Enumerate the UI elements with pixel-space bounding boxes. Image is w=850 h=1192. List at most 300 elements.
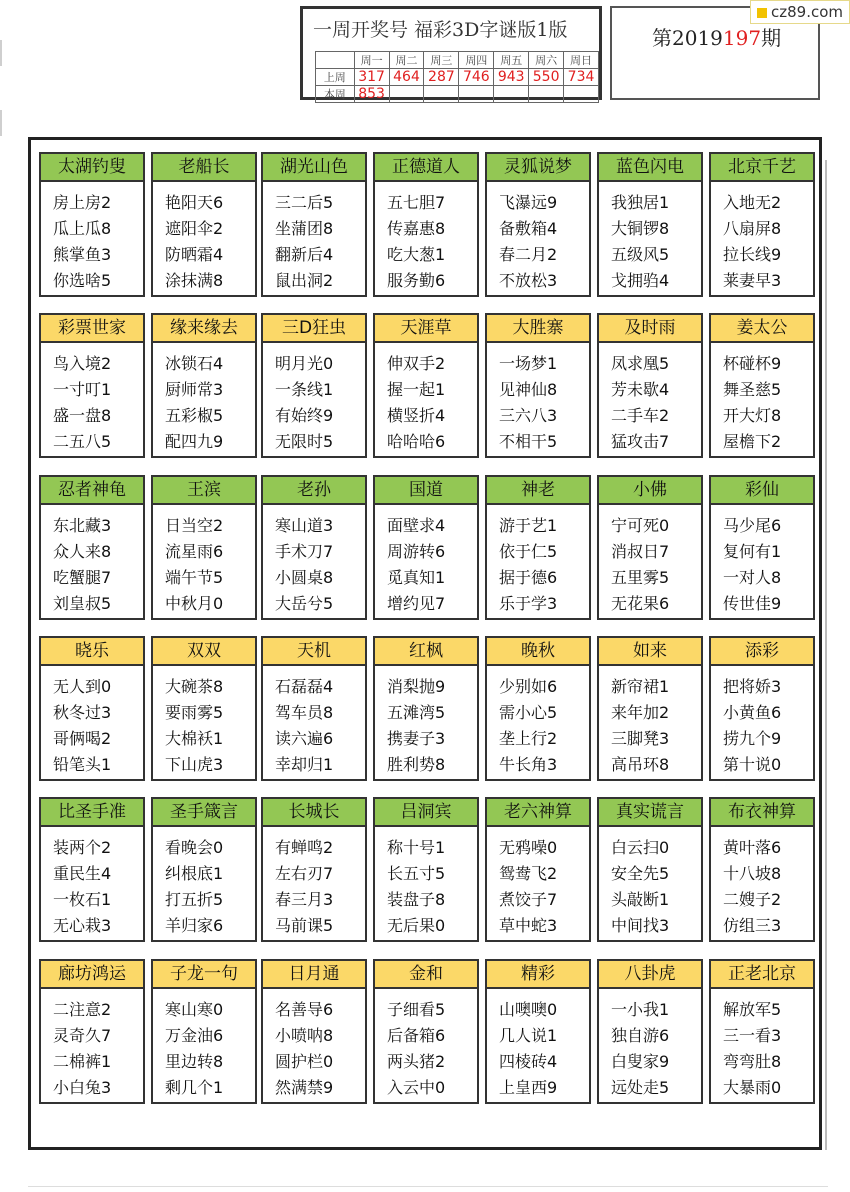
puzzle-card — [39, 152, 145, 297]
puzzle-line: 舞圣慈5 — [723, 380, 782, 399]
day-header: 周日 — [564, 52, 599, 69]
puzzle-line: 明月光0 — [275, 354, 334, 373]
puzzle-line: 打五折5 — [165, 890, 224, 909]
puzzle-lines — [711, 182, 813, 294]
puzzle-author: 正老北京 — [711, 961, 813, 989]
puzzle-card — [597, 797, 703, 942]
puzzle-line: 纠根底1 — [165, 864, 224, 883]
puzzle-line: 三二后5 — [275, 193, 334, 212]
divider — [28, 1186, 828, 1187]
puzzle-card — [597, 475, 703, 620]
puzzle-card — [485, 636, 591, 781]
puzzle-line: 无鸦噪0 — [499, 838, 558, 857]
puzzle-line: 备敷箱4 — [499, 219, 558, 238]
puzzle-line: 来年加2 — [611, 703, 670, 722]
puzzle-author: 长城长 — [263, 799, 365, 827]
puzzle-line: 三六八3 — [499, 406, 558, 425]
puzzle-lines — [41, 182, 143, 294]
draw-number: 746 — [459, 69, 494, 86]
puzzle-line: 小圆桌8 — [275, 568, 334, 587]
puzzle-line: 无心栽3 — [53, 916, 112, 935]
puzzle-author: 忍者神龟 — [41, 477, 143, 505]
puzzle-line: 几人说1 — [499, 1026, 558, 1045]
puzzle-line: 鼠出洞2 — [275, 271, 334, 290]
issue-prefix: 第2019 — [652, 26, 723, 50]
puzzle-line: 头敲断1 — [611, 890, 670, 909]
puzzle-author: 老船长 — [153, 154, 255, 182]
puzzle-line: 小黄鱼6 — [723, 703, 782, 722]
puzzle-card — [597, 959, 703, 1104]
puzzle-card — [373, 636, 479, 781]
puzzle-line: 五级风5 — [611, 245, 670, 264]
draw-number: 550 — [529, 69, 564, 86]
puzzle-line: 山噢噢0 — [499, 1000, 558, 1019]
puzzle-line: 消梨抛9 — [387, 677, 446, 696]
puzzle-line: 二嫂子2 — [723, 890, 782, 909]
puzzle-lines — [153, 989, 255, 1101]
puzzle-card — [373, 313, 479, 458]
puzzle-line: 大碗茶8 — [165, 677, 224, 696]
puzzle-line: 鸳鸯飞2 — [499, 864, 558, 883]
puzzle-line: 下山虎3 — [165, 755, 224, 774]
puzzle-lines — [375, 182, 477, 294]
puzzle-line: 艳阳天6 — [165, 193, 224, 212]
puzzle-line: 遮阳伞2 — [165, 219, 224, 238]
puzzle-line: 中间找3 — [611, 916, 670, 935]
puzzle-author: 精彩 — [487, 961, 589, 989]
puzzle-card — [709, 636, 815, 781]
this-week-row — [316, 86, 599, 103]
puzzle-card — [151, 475, 257, 620]
puzzle-line: 冰锁石4 — [165, 354, 224, 373]
puzzle-line: 传嘉惠8 — [387, 219, 446, 238]
puzzle-line: 长五寸5 — [387, 864, 446, 883]
puzzle-line: 名善导6 — [275, 1000, 334, 1019]
puzzle-line: 配四九9 — [165, 432, 224, 451]
puzzle-author: 圣手箴言 — [153, 799, 255, 827]
puzzle-line: 瓜上瓜8 — [53, 219, 112, 238]
puzzle-author: 彩仙 — [711, 477, 813, 505]
draw-number — [389, 86, 424, 103]
puzzle-author: 灵狐说梦 — [487, 154, 589, 182]
puzzle-line: 白云扫0 — [611, 838, 670, 857]
puzzle-lines — [487, 989, 589, 1101]
puzzle-line: 横竖折4 — [387, 406, 446, 425]
puzzle-line: 然满禁9 — [275, 1078, 334, 1097]
puzzle-line: 手术刀7 — [275, 542, 334, 561]
draw-number: 317 — [354, 69, 389, 86]
puzzle-line: 煮饺子7 — [499, 890, 558, 909]
puzzle-line: 二棉裤1 — [53, 1052, 112, 1071]
puzzle-card — [485, 313, 591, 458]
puzzle-line: 依于仁5 — [499, 542, 558, 561]
puzzle-lines — [263, 666, 365, 778]
puzzle-line: 杯碰杯9 — [723, 354, 782, 373]
draw-number: 287 — [424, 69, 459, 86]
weekly-results-table — [315, 51, 599, 103]
draw-number: 943 — [494, 69, 529, 86]
puzzle-card — [485, 797, 591, 942]
puzzle-line: 远处走5 — [611, 1078, 670, 1097]
puzzle-line: 握一起1 — [387, 380, 446, 399]
puzzle-line: 看晚会0 — [165, 838, 224, 857]
puzzle-line: 捞九个9 — [723, 729, 782, 748]
puzzle-line: 五滩湾5 — [387, 703, 446, 722]
puzzle-line: 传世佳9 — [723, 594, 782, 613]
puzzle-lines — [711, 989, 813, 1101]
puzzle-lines — [41, 989, 143, 1101]
margin-tick — [0, 110, 2, 136]
puzzle-line: 小喷呐8 — [275, 1026, 334, 1045]
issue-label — [652, 22, 781, 51]
puzzle-line: 不相干5 — [499, 432, 558, 451]
puzzle-card — [709, 959, 815, 1104]
puzzle-card — [261, 152, 367, 297]
puzzle-line: 大岳兮5 — [275, 594, 334, 613]
puzzle-lines — [599, 989, 701, 1101]
puzzle-author: 北京千艺 — [711, 154, 813, 182]
puzzle-lines — [599, 343, 701, 455]
puzzle-lines — [263, 989, 365, 1101]
puzzle-line: 马少尾6 — [723, 516, 782, 535]
puzzle-lines — [487, 505, 589, 617]
puzzle-lines — [375, 343, 477, 455]
puzzle-line: 飞瀑远9 — [499, 193, 558, 212]
puzzle-lines — [153, 666, 255, 778]
puzzle-line: 入地无2 — [723, 193, 782, 212]
puzzle-lines — [263, 505, 365, 617]
puzzle-line: 东北藏3 — [53, 516, 112, 535]
puzzle-lines — [263, 827, 365, 939]
puzzle-line: 乐于学3 — [499, 594, 558, 613]
puzzle-card — [709, 797, 815, 942]
puzzle-line: 五里雾5 — [611, 568, 670, 587]
puzzle-line: 装盘子8 — [387, 890, 446, 909]
puzzle-card — [373, 959, 479, 1104]
puzzle-line: 春三月3 — [275, 890, 334, 909]
puzzle-author: 太湖钓叟 — [41, 154, 143, 182]
puzzle-lines — [711, 505, 813, 617]
puzzle-line: 防晒霜4 — [165, 245, 224, 264]
puzzle-lines — [599, 827, 701, 939]
puzzle-author: 添彩 — [711, 638, 813, 666]
puzzle-line: 屋檐下2 — [723, 432, 782, 451]
puzzle-card — [151, 152, 257, 297]
puzzle-author: 真实谎言 — [599, 799, 701, 827]
puzzle-lines — [41, 505, 143, 617]
puzzle-line: 有始终9 — [275, 406, 334, 425]
puzzle-card — [39, 313, 145, 458]
draw-number: 853 — [354, 86, 389, 103]
puzzle-line: 游于艺1 — [499, 516, 558, 535]
puzzle-card — [373, 152, 479, 297]
puzzle-line: 弯弯肚8 — [723, 1052, 782, 1071]
puzzle-lines — [41, 666, 143, 778]
day-header: 周一 — [354, 52, 389, 69]
puzzle-lines — [153, 343, 255, 455]
puzzle-author: 老孙 — [263, 477, 365, 505]
puzzle-line: 无限时5 — [275, 432, 334, 451]
days-row — [316, 52, 599, 69]
puzzle-card — [261, 313, 367, 458]
puzzle-line: 羊归家6 — [165, 916, 224, 935]
puzzle-line: 房上房2 — [53, 193, 112, 212]
draw-number — [494, 86, 529, 103]
puzzle-line: 少别如6 — [499, 677, 558, 696]
brand-text: cz89.com — [771, 3, 844, 21]
puzzle-line: 一小我1 — [611, 1000, 670, 1019]
puzzle-line: 携妻子3 — [387, 729, 446, 748]
draw-number — [459, 86, 494, 103]
puzzle-author: 神老 — [487, 477, 589, 505]
puzzle-author: 及时雨 — [599, 315, 701, 343]
puzzle-line: 四棱砖4 — [499, 1052, 558, 1071]
weekly-results-box — [300, 6, 602, 100]
puzzle-card — [151, 797, 257, 942]
puzzle-line: 三一看3 — [723, 1026, 782, 1045]
puzzle-line: 仿组三3 — [723, 916, 782, 935]
puzzle-line: 流星雨6 — [165, 542, 224, 561]
puzzle-line: 宁可死0 — [611, 516, 670, 535]
puzzle-line: 开大灯8 — [723, 406, 782, 425]
puzzle-line: 胜利势8 — [387, 755, 446, 774]
day-header: 周三 — [424, 52, 459, 69]
puzzle-line: 消叔日7 — [611, 542, 670, 561]
puzzle-line: 新帘裙1 — [611, 677, 670, 696]
puzzle-line: 秋冬过3 — [53, 703, 112, 722]
puzzle-author: 彩票世家 — [41, 315, 143, 343]
puzzle-line: 无人到0 — [53, 677, 112, 696]
puzzle-lines — [153, 182, 255, 294]
puzzle-lines — [263, 343, 365, 455]
puzzle-author: 正德道人 — [375, 154, 477, 182]
puzzle-author: 国道 — [375, 477, 477, 505]
puzzle-line: 无后果0 — [387, 916, 446, 935]
puzzle-author: 天涯草 — [375, 315, 477, 343]
puzzle-lines — [599, 505, 701, 617]
puzzle-line: 独自游6 — [611, 1026, 670, 1045]
draw-number — [529, 86, 564, 103]
puzzle-card — [373, 475, 479, 620]
puzzle-author: 缘来缘去 — [153, 315, 255, 343]
puzzle-line: 一寸叮1 — [53, 380, 112, 399]
puzzle-author: 湖光山色 — [263, 154, 365, 182]
puzzle-lines — [487, 666, 589, 778]
puzzle-card — [39, 636, 145, 781]
puzzle-author: 布衣神算 — [711, 799, 813, 827]
puzzle-line: 上皇西9 — [499, 1078, 558, 1097]
puzzle-line: 牛长角3 — [499, 755, 558, 774]
puzzle-line: 称十号1 — [387, 838, 446, 857]
margin-tick — [0, 40, 2, 66]
puzzle-author: 比圣手准 — [41, 799, 143, 827]
puzzle-line: 哥俩喝2 — [53, 729, 112, 748]
puzzle-card — [485, 959, 591, 1104]
puzzle-line: 涂抹满8 — [165, 271, 224, 290]
puzzle-line: 要雨雾5 — [165, 703, 224, 722]
puzzle-line: 哈哈哈6 — [387, 432, 446, 451]
puzzle-lines — [375, 666, 477, 778]
puzzle-line: 垄上行2 — [499, 729, 558, 748]
puzzle-line: 日当空2 — [165, 516, 224, 535]
puzzle-author: 姜太公 — [711, 315, 813, 343]
puzzle-line: 面壁求4 — [387, 516, 446, 535]
puzzle-lines — [711, 343, 813, 455]
puzzle-line: 驾车员8 — [275, 703, 334, 722]
draw-number — [424, 86, 459, 103]
puzzle-line: 厨师常3 — [165, 380, 224, 399]
puzzle-line: 盛一盘8 — [53, 406, 112, 425]
brand-square-icon — [757, 8, 767, 18]
puzzle-line: 石磊磊4 — [275, 677, 334, 696]
puzzle-line: 十八坡8 — [723, 864, 782, 883]
row-label: 上周 — [316, 69, 355, 86]
row-label: 本周 — [316, 86, 355, 103]
puzzle-line: 周游转6 — [387, 542, 446, 561]
puzzle-author: 日月通 — [263, 961, 365, 989]
puzzle-line: 据于德6 — [499, 568, 558, 587]
puzzle-line: 读六遍6 — [275, 729, 334, 748]
puzzle-grid-frame — [28, 137, 822, 1150]
puzzle-line: 见神仙8 — [499, 380, 558, 399]
puzzle-line: 二五八5 — [53, 432, 112, 451]
puzzle-line: 吃大葱1 — [387, 245, 446, 264]
puzzle-line: 无花果6 — [611, 594, 670, 613]
puzzle-card — [709, 475, 815, 620]
puzzle-line: 大铜锣8 — [611, 219, 670, 238]
puzzle-card — [597, 152, 703, 297]
puzzle-line: 二注意2 — [53, 1000, 112, 1019]
puzzle-line: 幸却归1 — [275, 755, 334, 774]
puzzle-line: 伸双手2 — [387, 354, 446, 373]
divider — [825, 160, 827, 1150]
puzzle-card — [151, 959, 257, 1104]
puzzle-line: 莱妻早3 — [723, 271, 782, 290]
puzzle-card — [151, 313, 257, 458]
puzzle-lines — [711, 827, 813, 939]
puzzle-line: 有蝉鸣2 — [275, 838, 334, 857]
page-title: 一周开奖号 福彩3D字谜版1版 — [313, 19, 568, 41]
puzzle-card — [261, 636, 367, 781]
puzzle-line: 鸟入境2 — [53, 354, 112, 373]
puzzle-author: 大胜寨 — [487, 315, 589, 343]
puzzle-line: 戈拥驺4 — [611, 271, 670, 290]
puzzle-author: 双双 — [153, 638, 255, 666]
puzzle-line: 铅笔头1 — [53, 755, 112, 774]
puzzle-author: 晓乐 — [41, 638, 143, 666]
day-header: 周五 — [494, 52, 529, 69]
puzzle-card — [261, 797, 367, 942]
puzzle-card — [709, 313, 815, 458]
puzzle-lines — [41, 827, 143, 939]
puzzle-card — [261, 475, 367, 620]
puzzle-line: 端午节5 — [165, 568, 224, 587]
puzzle-lines — [487, 343, 589, 455]
puzzle-line: 解放军5 — [723, 1000, 782, 1019]
puzzle-line: 万金油6 — [165, 1026, 224, 1045]
puzzle-line: 圆护栏0 — [275, 1052, 334, 1071]
puzzle-card — [39, 959, 145, 1104]
puzzle-author: 红枫 — [375, 638, 477, 666]
puzzle-lines — [487, 827, 589, 939]
puzzle-line: 第十说0 — [723, 755, 782, 774]
puzzle-line: 剩几个1 — [165, 1078, 224, 1097]
last-week-row — [316, 69, 599, 86]
site-watermark[interactable] — [750, 0, 850, 24]
puzzle-line: 灵奇久7 — [53, 1026, 112, 1045]
puzzle-line: 大棉袄1 — [165, 729, 224, 748]
issue-number: 197 — [722, 26, 762, 50]
puzzle-line: 翻新后4 — [275, 245, 334, 264]
puzzle-line: 八扇屏8 — [723, 219, 782, 238]
puzzle-line: 你选啥5 — [53, 271, 112, 290]
puzzle-lines — [487, 182, 589, 294]
puzzle-line: 凤求凰5 — [611, 354, 670, 373]
draw-number: 464 — [389, 69, 424, 86]
day-header: 周二 — [389, 52, 424, 69]
puzzle-line: 增约见7 — [387, 594, 446, 613]
puzzle-line: 高吊环8 — [611, 755, 670, 774]
puzzle-author: 王滨 — [153, 477, 255, 505]
puzzle-line: 重民生4 — [53, 864, 112, 883]
day-header: 周四 — [459, 52, 494, 69]
puzzle-line: 把将娇3 — [723, 677, 782, 696]
puzzle-line: 坐蒲团8 — [275, 219, 334, 238]
puzzle-line: 两头猪2 — [387, 1052, 446, 1071]
puzzle-card — [485, 152, 591, 297]
puzzle-line: 春二月2 — [499, 245, 558, 264]
puzzle-lines — [375, 505, 477, 617]
puzzle-line: 拉长线9 — [723, 245, 782, 264]
draw-number: 734 — [564, 69, 599, 86]
puzzle-author: 天机 — [263, 638, 365, 666]
puzzle-lines — [711, 666, 813, 778]
puzzle-card — [39, 475, 145, 620]
puzzle-card — [373, 797, 479, 942]
puzzle-line: 装两个2 — [53, 838, 112, 857]
puzzle-line: 中秋月0 — [165, 594, 224, 613]
puzzle-line: 众人来8 — [53, 542, 112, 561]
puzzle-line: 里边转8 — [165, 1052, 224, 1071]
puzzle-lines — [263, 182, 365, 294]
puzzle-author: 老六神算 — [487, 799, 589, 827]
puzzle-line: 服务勤6 — [387, 271, 446, 290]
puzzle-line: 一对人8 — [723, 568, 782, 587]
puzzle-line: 寒山道3 — [275, 516, 334, 535]
puzzle-author: 子龙一句 — [153, 961, 255, 989]
puzzle-author: 八卦虎 — [599, 961, 701, 989]
puzzle-line: 猛攻击7 — [611, 432, 670, 451]
puzzle-line: 草中蛇3 — [499, 916, 558, 935]
issue-suffix: 期 — [761, 26, 782, 50]
day-header: 周六 — [529, 52, 564, 69]
puzzle-line: 芳未歇4 — [611, 380, 670, 399]
puzzle-lines — [153, 505, 255, 617]
puzzle-lines — [599, 666, 701, 778]
puzzle-author: 吕洞宾 — [375, 799, 477, 827]
puzzle-line: 一条线1 — [275, 380, 334, 399]
puzzle-author: 小佛 — [599, 477, 701, 505]
puzzle-line: 马前课5 — [275, 916, 334, 935]
puzzle-line: 刘皇叔5 — [53, 594, 112, 613]
puzzle-line: 五七胆7 — [387, 193, 446, 212]
puzzle-author: 廊坊鸿运 — [41, 961, 143, 989]
puzzle-line: 五彩椒5 — [165, 406, 224, 425]
puzzle-author: 三D狂虫 — [263, 315, 365, 343]
puzzle-line: 寒山寒0 — [165, 1000, 224, 1019]
puzzle-line: 白叟家9 — [611, 1052, 670, 1071]
puzzle-line: 大暴雨0 — [723, 1078, 782, 1097]
